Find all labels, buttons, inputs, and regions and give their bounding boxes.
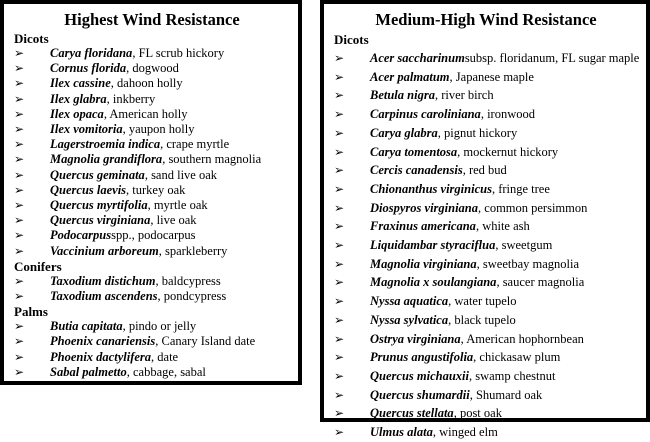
scientific-name: Quercus myrtifolia [50,198,148,213]
scientific-name: Magnolia grandiflora [50,152,163,167]
common-name: , crape myrtle [160,137,230,152]
arrow-bullet-icon: ➢ [334,238,345,253]
arrow-bullet-icon: ➢ [14,167,25,182]
list-item [14,168,290,183]
scientific-name: Podocarpus [50,228,112,243]
arrow-bullet-icon: ➢ [14,319,25,334]
arrow-bullet-icon: ➢ [334,163,345,178]
scientific-name: Phoenix canariensis [50,334,156,349]
scientific-name: Acer palmatum [370,69,450,84]
common-name: , turkey oak [126,182,186,197]
arrow-bullet-icon: ➢ [14,137,25,152]
panel-title: Medium-High Wind Resistance [375,10,597,29]
common-name: , FL scrub hickory [132,46,225,60]
scientific-name: Ilex cassine [50,76,111,91]
arrow-bullet-icon: ➢ [334,125,345,140]
common-name: , myrtle oak [147,198,208,213]
list-item [334,143,638,162]
common-name: , pignut hickory [437,125,518,140]
list-item [334,236,638,255]
arrow-bullet-icon: ➢ [334,107,345,122]
scientific-name: Carya floridana [50,46,133,60]
list-item [14,46,290,61]
arrow-bullet-icon: ➢ [334,219,345,234]
list-item [334,68,638,87]
common-name: , yaupon holly [122,122,195,137]
common-name: subsp. floridanum, FL sugar maple [464,51,640,65]
scientific-name: Diospyros virginiana [370,200,479,215]
list-item [14,365,290,380]
common-name: , red bud [462,163,507,178]
list-item [334,124,638,143]
arrow-bullet-icon: ➢ [14,289,25,304]
scientific-name: Sabal palmetto [50,364,127,379]
list-item [334,292,638,311]
arrow-bullet-icon: ➢ [334,256,345,271]
arrow-bullet-icon: ➢ [14,273,25,288]
common-name: , ironwood [480,107,535,122]
scientific-name: Quercus stellata [370,406,454,421]
scientific-name: Carya tomentosa [370,144,458,159]
scientific-name: Ostrya virginiana [370,331,461,346]
common-name: , chickasaw plum [473,350,561,365]
scientific-name: Phoenix dactylifera [50,349,152,364]
arrow-bullet-icon: ➢ [14,213,25,228]
scientific-name: Nyssa sylvatica [370,312,449,327]
scientific-name: Prunus angustifolia [370,350,474,365]
scientific-name: Taxodium ascendens [50,289,158,304]
arrow-bullet-icon: ➢ [334,294,345,309]
list-item [14,76,290,91]
scientific-name: Quercus virginiana [50,213,151,228]
list-item [334,273,638,292]
section-label: Conifers [14,258,62,274]
arrow-bullet-icon: ➢ [334,350,345,365]
list-item [14,152,290,167]
arrow-bullet-icon: ➢ [14,182,25,197]
list-item [14,213,290,228]
common-name: spp., podocarpus [111,228,196,243]
scientific-name: Ilex glabra [50,91,107,106]
arrow-bullet-icon: ➢ [14,364,25,379]
list-item [334,404,638,423]
list-item [14,334,290,349]
scientific-name: Carya glabra [370,125,438,140]
common-name: , sweetbay magnolia [476,256,580,271]
list-item [334,348,638,367]
list-item [14,198,290,213]
common-name: , winged elm [432,425,498,440]
common-name: , water tupelo [448,294,517,309]
arrow-bullet-icon: ➢ [334,144,345,159]
list-item [14,122,290,137]
common-name: , pindo or jelly [122,319,197,334]
list-item [334,330,638,349]
scientific-name: Betula nigra [370,88,435,103]
arrow-bullet-icon: ➢ [334,387,345,402]
scientific-name: Lagerstroemia indica [50,137,161,152]
section-label: Dicots [14,31,49,46]
list-item [334,49,638,68]
common-name: , baldcypress [155,273,221,288]
scientific-name: Fraxinus americana [370,219,476,234]
section-label: Dicots [334,32,369,47]
list-item [334,86,638,105]
arrow-bullet-icon: ➢ [14,61,25,76]
scientific-name: Quercus laevis [50,182,127,197]
panel-body [334,31,638,442]
scientific-name: Taxodium distichum [50,273,156,288]
scientific-name: Butia capitata [50,319,123,334]
common-name: , saucer magnolia [496,275,585,290]
common-name: , American hophornbean [460,331,584,346]
common-name: , southern magnolia [162,152,262,167]
scientific-name: Cercis canadensis [370,163,463,178]
arrow-bullet-icon: ➢ [14,91,25,106]
arrow-bullet-icon: ➢ [14,243,25,258]
arrow-bullet-icon: ➢ [334,69,345,84]
arrow-bullet-icon: ➢ [334,51,345,65]
scientific-name: Magnolia x soulangiana [370,275,497,290]
scientific-name: Liquidambar styraciflua [370,238,496,253]
list-item [334,161,638,180]
highest-wind-resistance-panel [0,0,302,385]
arrow-bullet-icon: ➢ [334,406,345,421]
list-item [14,183,290,198]
scientific-name: Ilex opaca [50,106,104,121]
list-item [334,386,638,405]
list-item [14,319,290,334]
common-name: , cabbage, sabal [126,364,206,379]
list-item [14,92,290,107]
common-name: , post oak [453,406,502,421]
common-name: , Japanese maple [449,69,534,84]
scientific-name: Quercus geminata [50,167,145,182]
arrow-bullet-icon: ➢ [334,88,345,103]
common-name: , dogwood [126,61,179,76]
arrow-bullet-icon: ➢ [14,334,25,349]
common-name: , live oak [150,213,197,228]
list-item [334,423,638,442]
common-name: , sparkleberry [158,243,228,258]
scientific-name: Quercus michauxii [370,368,469,383]
common-name: , river birch [434,88,494,103]
arrow-bullet-icon: ➢ [334,425,345,440]
list-item [14,350,290,365]
scientific-name: Cornus florida [50,61,127,76]
arrow-bullet-icon: ➢ [14,46,25,60]
scientific-name: Ilex vomitoria [50,122,123,137]
panel-title: Highest Wind Resistance [64,10,240,29]
scientific-name: Acer saccharinum [370,51,465,65]
list-item [14,107,290,122]
common-name: , date [151,349,179,364]
arrow-bullet-icon: ➢ [14,76,25,91]
arrow-bullet-icon: ➢ [14,198,25,213]
common-name: , white ash [475,219,530,234]
list-item [14,289,290,304]
arrow-bullet-icon: ➢ [14,106,25,121]
scientific-name: Ulmus alata [370,425,433,440]
common-name: , black tupelo [448,312,516,327]
common-name: , Shumard oak [469,387,543,402]
section-label: Palms [14,304,48,320]
scientific-name: Vaccinium arboreum [50,243,159,258]
common-name: , common persimmon [478,200,588,215]
common-name: , mockernut hickory [457,144,559,159]
common-name: , swamp chestnut [468,368,556,383]
common-name: , pondcypress [157,289,227,304]
list-item [334,105,638,124]
list-item [334,199,638,218]
arrow-bullet-icon: ➢ [14,228,25,243]
arrow-bullet-icon: ➢ [14,152,25,167]
common-name: , dahoon holly [110,76,183,91]
common-name: , Canary Island date [155,334,256,349]
arrow-bullet-icon: ➢ [14,122,25,137]
arrow-bullet-icon: ➢ [334,312,345,327]
list-item [334,217,638,236]
list-item [334,180,638,199]
list-item [14,244,290,259]
scientific-name: Carpinus caroliniana [370,107,481,122]
arrow-bullet-icon: ➢ [334,181,345,196]
scientific-name: Chionanthus virginicus [370,181,492,196]
list-item [14,228,290,243]
scientific-name: Magnolia virginiana [370,256,477,271]
arrow-bullet-icon: ➢ [334,368,345,383]
arrow-bullet-icon: ➢ [14,349,25,364]
common-name: , sweetgum [495,238,553,253]
common-name: , American holly [103,106,188,121]
list-item [14,274,290,289]
arrow-bullet-icon: ➢ [334,275,345,290]
scientific-name: Quercus shumardii [370,387,470,402]
common-name: , sand live oak [144,167,218,182]
arrow-bullet-icon: ➢ [334,200,345,215]
common-name: , inkberry [106,91,156,106]
list-item [334,311,638,330]
list-item [334,255,638,274]
arrow-bullet-icon: ➢ [334,331,345,346]
list-item [14,61,290,76]
list-item [334,367,638,386]
panel-body [14,31,290,380]
list-item [14,137,290,152]
medium-high-wind-resistance-panel [320,0,650,440]
scientific-name: Nyssa aquatica [370,294,449,309]
common-name: , fringe tree [491,181,550,196]
